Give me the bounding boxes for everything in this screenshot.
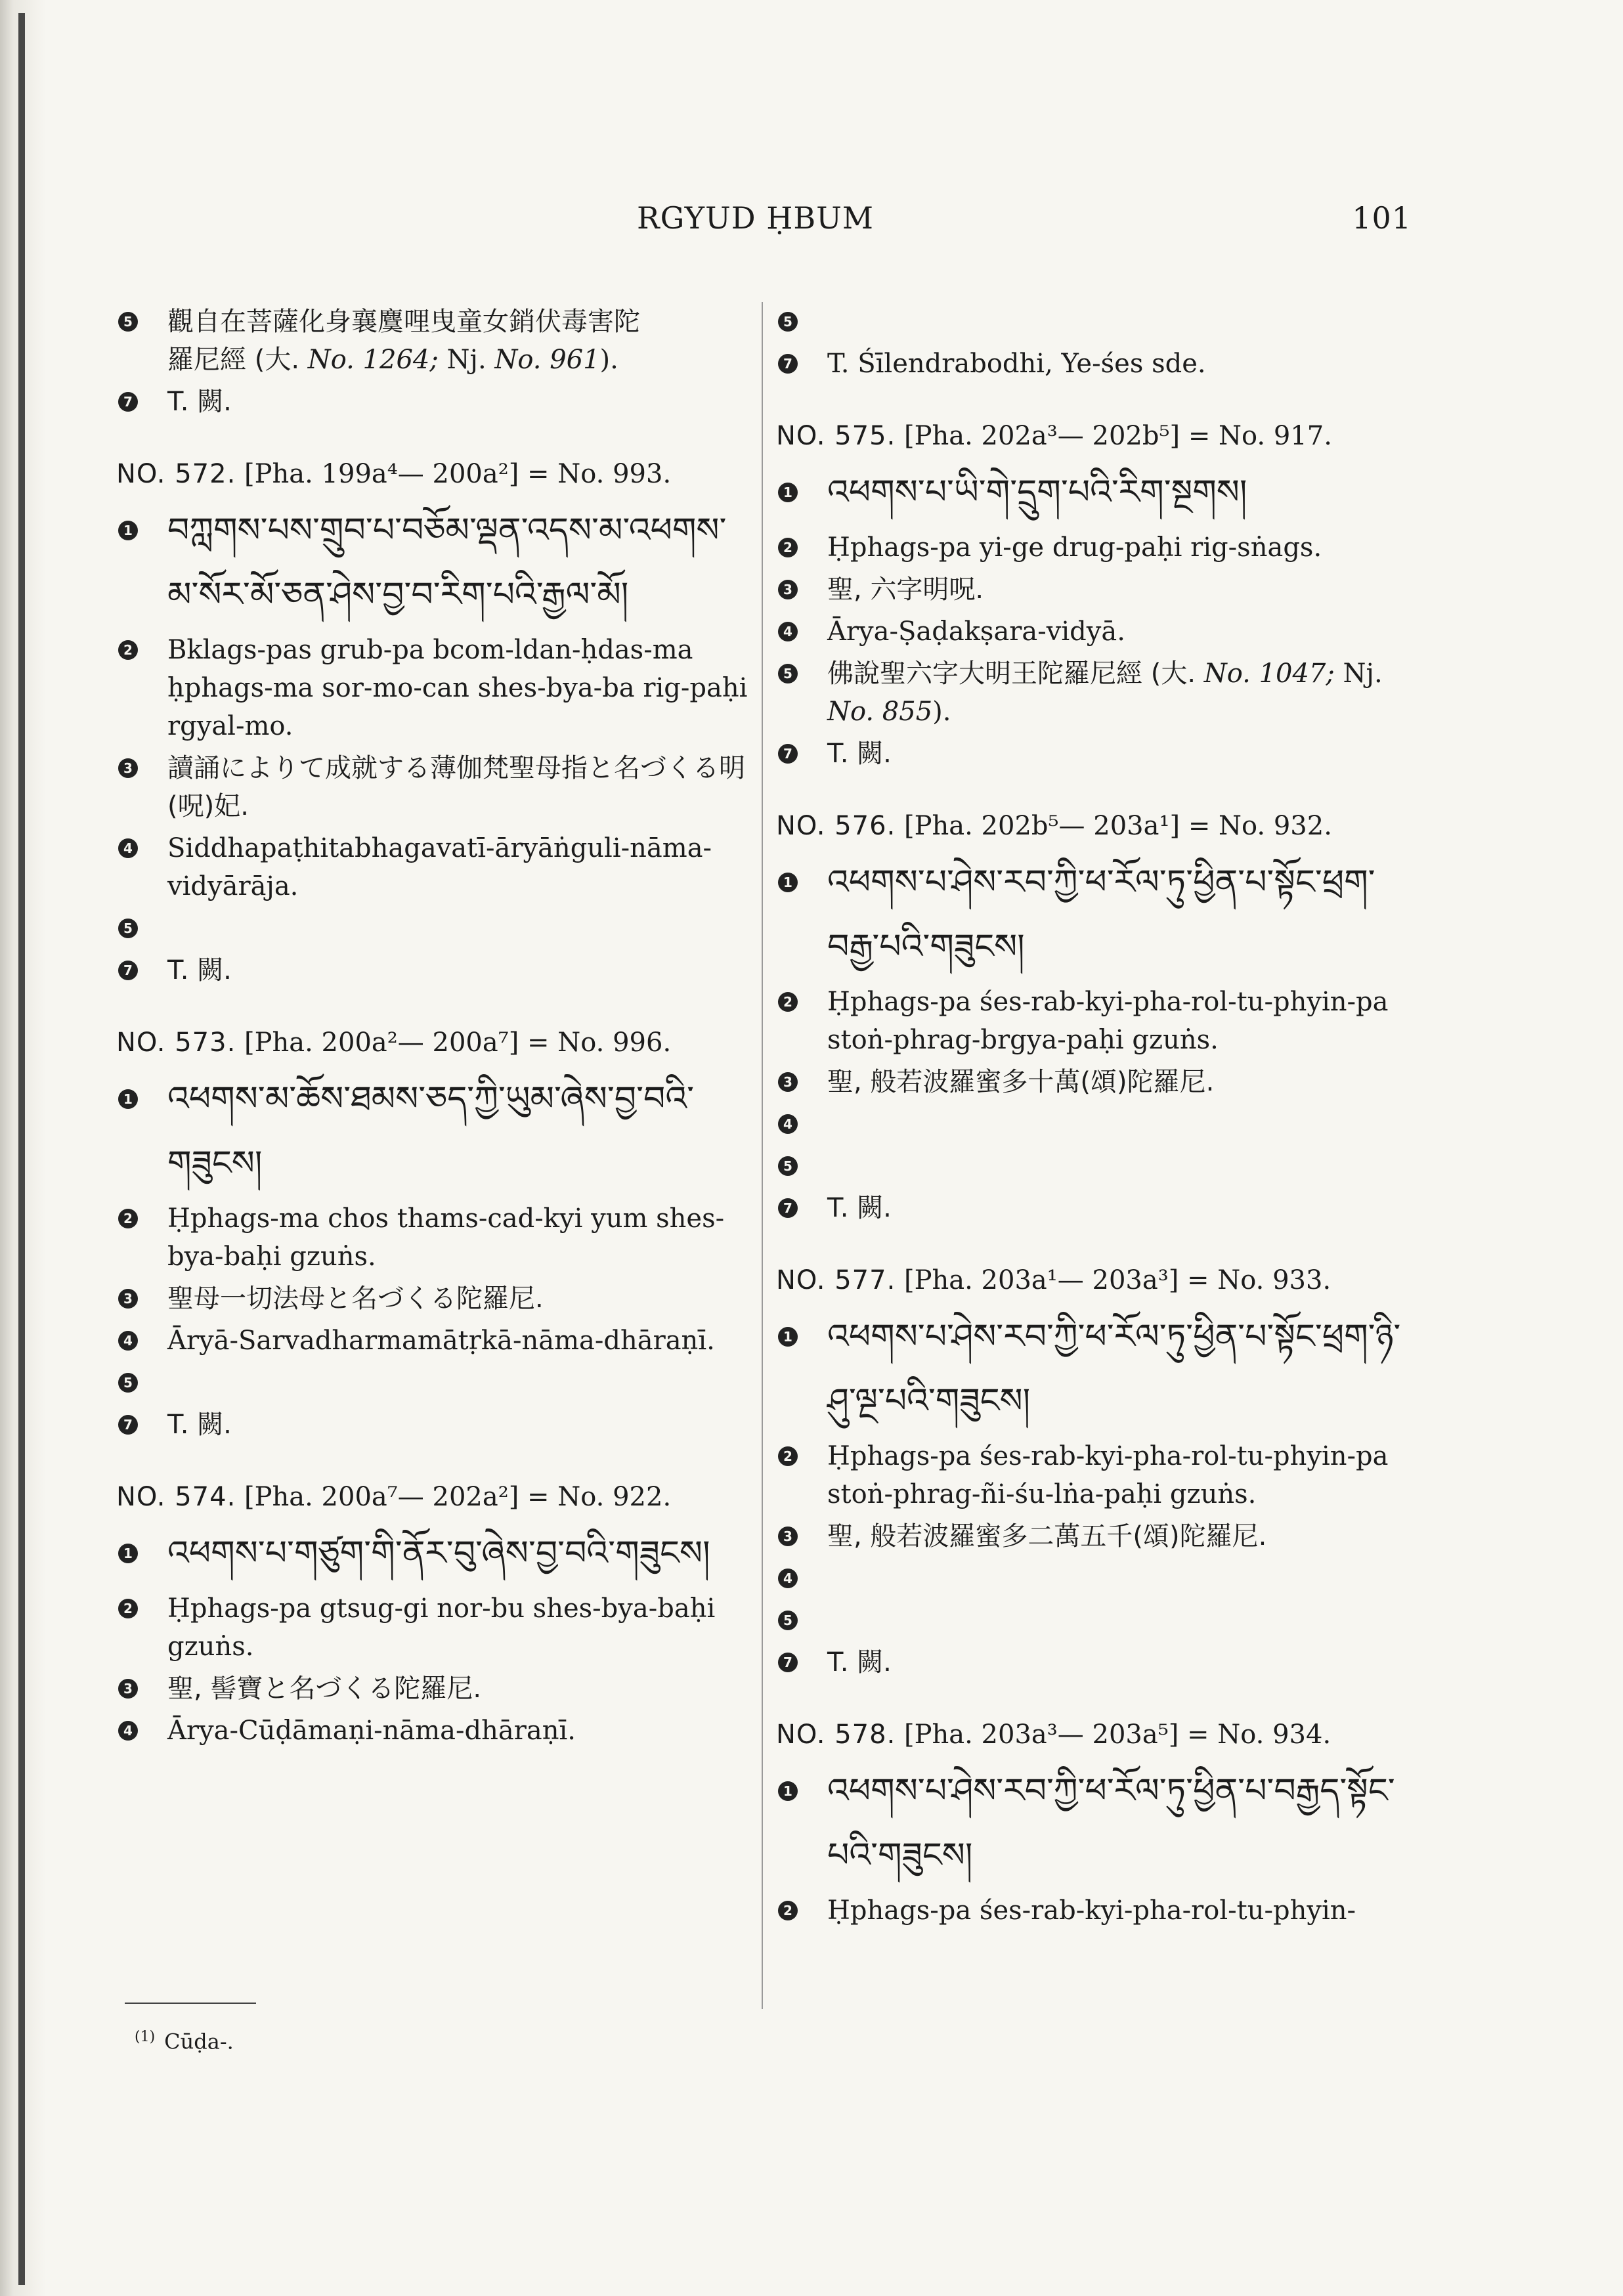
field-sanskrit-title: 4 Ārya-Cūḍāmaṇi-nāma-dhāraṇī. [118,1712,755,1750]
field-transliteration: 2 Ḥphags-pa gtsug-gi nor-bu shes-bya-baḥi gzuṅs. [118,1590,755,1666]
page-number: 101 [1352,200,1412,236]
bullet-5: 5 [118,312,138,332]
footnote [135,2029,234,2054]
bullet-3: 3 [778,1072,798,1092]
bullet-1: 1 [118,1089,138,1109]
field-sanskrit-title-empty [778,1559,1408,1597]
field-translator: 7 T. 闕. [778,1189,1408,1227]
bullet-2: 2 [778,992,798,1012]
field-tibetan-title: 1 འཕགས་པ་ཡི་གེ་དྲུག་པའི་རིག་སྔགས། [778,460,1408,525]
field-translator: 7 T. 闕. [778,1643,1408,1681]
field-chinese-title-empty [778,303,1408,341]
bullet-2: 2 [118,1599,138,1618]
field-tibetan-title: 1 འཕགས་པ་ཤེས་རབ་ཀྱི་ཕ་རོལ་ཏུ་ཕྱིན་པ་སྟོང་ཕྲག་བརྒྱ་པའི་གཟུངས། [778,850,1408,979]
entry-576 [778,807,1408,1227]
bullet-1: 1 [118,521,138,540]
scan-binding-shadow [18,13,25,2285]
bullet-7: 7 [778,744,798,764]
footnote-mark: (1) [135,2029,156,2045]
field-transliteration: 2 Ḥphags-pa śes-rab-kyi-pha-rol-tu-phyin- [778,1892,1408,1930]
bullet-5: 5 [118,919,138,938]
bullet-4: 4 [118,1721,138,1741]
field-translator: 7 T. 闕. [118,1406,755,1444]
field-japanese-title: 3 聖母一切法母と名づくる陀羅尼. [118,1280,755,1318]
field-japanese-title: 3 聖, 髻寶と名づくる陀羅尼. [118,1670,755,1708]
field-sanskrit-title-empty [778,1105,1408,1143]
entry-heading: NO. 577. [Pha. 203a¹— 203a³] = No. 933. [776,1265,1331,1295]
field-japanese-title: 3 聖, 般若波羅蜜多十萬(頌)陀羅尼. [778,1063,1408,1101]
bullet-2: 2 [118,640,138,660]
entry-575 [778,417,1408,773]
entry-heading: NO. 575. [Pha. 202a³— 202b⁵] = No. 917. [776,421,1332,451]
bullet-7: 7 [778,1198,798,1218]
entry-heading: NO. 578. [Pha. 203a³— 203a⁵] = No. 934. [776,1720,1331,1750]
entry-572 [118,455,755,989]
bullet-5: 5 [778,1156,798,1176]
bullet-7: 7 [118,392,138,412]
bullet-1: 1 [778,1327,798,1347]
bullet-7: 7 [118,1415,138,1435]
field-transliteration: 2 Bklags-pas grub-pa bcom-ldan-ḥdas-ma ḥphags-ma sor-mo-can shes-bya-ba rig-paḥi rgyal-mo. [118,631,755,745]
field-transliteration: 2 Ḥphags-ma chos thams-cad-kyi yum shes-bya-baḥi gzuṅs. [118,1200,755,1276]
bullet-1: 1 [778,483,798,502]
field-sanskrit-title: 4 Āryā-Sarvadharmamātṛkā-nāma-dhāraṇī. [118,1322,755,1360]
bullet-3: 3 [118,758,138,778]
bullet-4: 4 [778,622,798,641]
field-translator: 7 T. Śīlendrabodhi, Ye-śes sde. [778,345,1408,383]
entry-heading: NO. 576. [Pha. 202b⁵— 203a¹] = No. 932. [776,811,1332,841]
field-transliteration: 2 Ḥphags-pa yi-ge drug-paḥi rig-sṅags. [778,529,1408,567]
field-tibetan-title: 1 འཕགས་པ་གཙུག་གི་ནོར་བུ་ཞེས་བྱ་བའི་གཟུངས། [118,1521,755,1586]
field-translator: 7 T. 闕. [778,735,1408,773]
field-tibetan-title: 1 འཕགས་པ་ཤེས་རབ་ཀྱི་ཕ་རོལ་ཏུ་ཕྱིན་པ་སྟོང་ཕྲག་ཉི་ཤུ་ལྔ་པའི་གཟུངས། [778,1305,1408,1433]
entry-heading: NO. 572. [Pha. 199a⁴— 200a²] = No. 993. [116,459,672,489]
footnote-rule [125,2003,256,2004]
bullet-2: 2 [778,1446,798,1466]
bullet-4: 4 [118,1331,138,1351]
field-transliteration: 2 Ḥphags-pa śes-rab-kyi-pha-rol-tu-phyin-pa stoṅ-phrag-brgya-paḥi gzuṅs. [778,983,1408,1059]
bullet-1: 1 [778,873,798,892]
field-transliteration: 2 Ḥphags-pa śes-rab-kyi-pha-rol-tu-phyin-pa stoṅ-phrag-ñi-śu-lṅa-paḥi gzuṅs. [778,1437,1408,1513]
entry-577 [778,1261,1408,1681]
field-chinese-title-empty [778,1601,1408,1639]
field-tibetan-title: 1 འཕགས་མ་ཆོས་ཐམས་ཅད་ཀྱི་ཡུམ་ཞེས་བྱ་བའི་གཟུངས། [118,1067,755,1196]
bullet-3: 3 [118,1289,138,1309]
bullet-5: 5 [778,664,798,683]
footnote-text: Cūḍa-. [164,2029,234,2054]
bullet-7: 7 [778,354,798,374]
field-chinese-title: 5 觀自在菩薩化身襄麌哩曳童女銷伏毒害陀 羅尼經 (大. No. 1264; Nj. No. 961). [118,303,755,379]
bullet-4: 4 [778,1114,798,1134]
bullet-2: 2 [778,1901,798,1920]
field-sanskrit-title: 4 Ārya-Ṣaḍakṣara-vidyā. [778,613,1408,651]
bullet-2: 2 [778,538,798,557]
bullet-5: 5 [778,312,798,332]
right-column [778,299,1408,1964]
field-chinese-title-empty [778,1147,1408,1185]
field-japanese-title: 3 聖, 般若波羅蜜多二萬五千(頌)陀羅尼. [778,1517,1408,1555]
entry-heading: NO. 573. [Pha. 200a²— 200a⁷] = No. 996. [116,1028,672,1058]
bullet-1: 1 [778,1781,798,1801]
bullet-4: 4 [118,838,138,858]
left-column [118,299,755,1784]
entry-continuation-574 [778,303,1408,383]
bullet-3: 3 [778,580,798,599]
field-translator: 7 T. 闕. [118,383,755,421]
field-japanese-title: 3 聖, 六字明呪. [778,571,1408,609]
field-japanese-title: 3 讀誦によりて成就する薄伽梵聖母指と名づくる明(呪)妃. [118,749,755,825]
bullet-2: 2 [118,1209,138,1228]
entry-continuation-571 [118,303,755,421]
bullet-5: 5 [118,1373,138,1393]
bullet-7: 7 [118,961,138,980]
field-tibetan-title: 1 བཀླགས་པས་གྲུབ་པ་བཅོམ་ལྡན་འདས་མ་འཕགས་མ་སོར་མོ་ཅན་ཤེས་བྱ་བ་རིག་པའི་རྒྱལ་མོ། [118,498,755,627]
column-divider [762,302,763,2009]
field-chinese-title: 5 佛說聖六字大明王陀羅尼經 (大. No. 1047; Nj. No. 855). [778,655,1408,731]
bullet-1: 1 [118,1544,138,1563]
page-header [637,200,1412,246]
field-sanskrit-title: 4 Siddhapaṭhitabhagavatī-āryāṅguli-nāma-vidyārāja. [118,829,755,905]
entry-573 [118,1024,755,1444]
field-translator: 7 T. 闕. [118,951,755,989]
bullet-3: 3 [778,1527,798,1546]
bullet-4: 4 [778,1569,798,1588]
field-chinese-title-empty [118,909,755,947]
bullet-3: 3 [118,1679,138,1699]
bullet-7: 7 [778,1653,798,1672]
field-tibetan-title: 1 འཕགས་པ་ཤེས་རབ་ཀྱི་ཕ་རོལ་ཏུ་ཕྱིན་པ་བརྒྱད་སྟོང་པའི་གཟུངས། [778,1759,1408,1888]
field-chinese-title-empty [118,1364,755,1402]
entry-578 [778,1716,1408,1930]
entry-574 [118,1478,755,1750]
entry-heading: NO. 574. [Pha. 200a⁷— 202a²] = No. 922. [116,1482,672,1512]
running-title: RGYUD ḤBUM [637,200,874,236]
bullet-5: 5 [778,1611,798,1630]
